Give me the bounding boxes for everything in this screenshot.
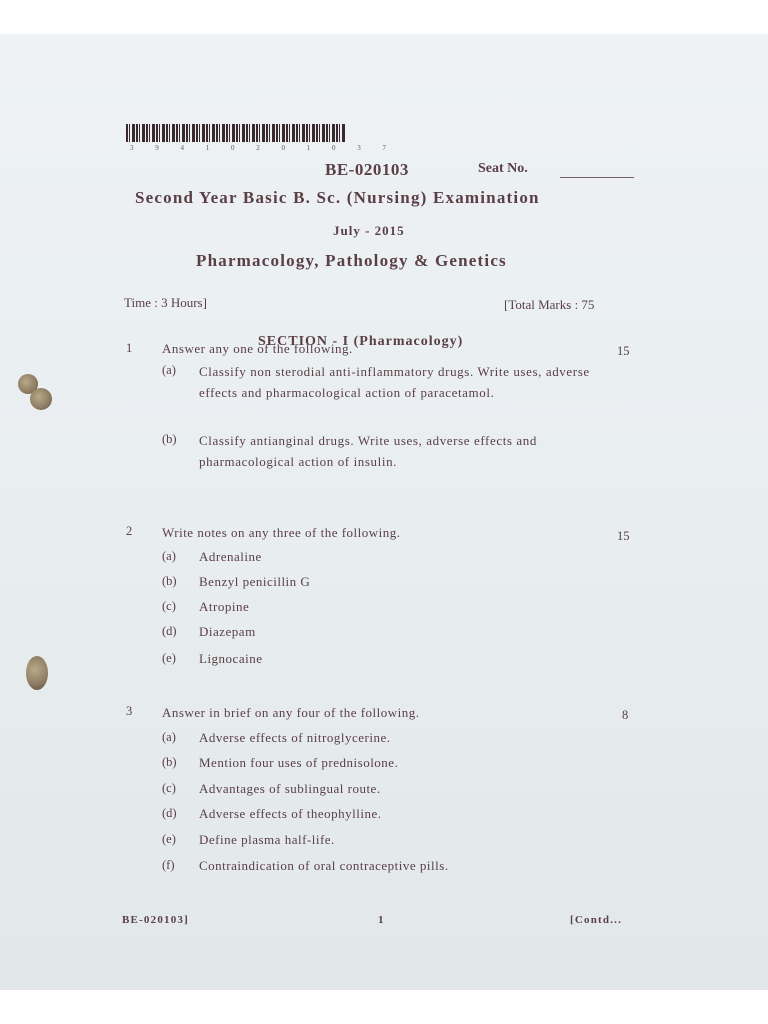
question-3-option-c-label: (c)	[162, 781, 176, 795]
question-2-option-a-label: (a)	[162, 549, 176, 563]
question-3-option-a-label: (a)	[162, 730, 176, 744]
question-1-option-b-text: Classify antianginal drugs. Write uses, adverse effects and pharmacological action of insulin.	[199, 433, 538, 469]
question-1-number: 1	[126, 341, 133, 355]
question-3-option-f-label: (f)	[162, 858, 175, 872]
barcode-digits: 3 9 4 1 0 2 0 1 0 3 7	[130, 144, 396, 152]
question-2-option-a-text: Adrenaline	[199, 549, 262, 564]
question-2-option-c-label: (c)	[162, 599, 176, 613]
question-2-number: 2	[126, 524, 133, 538]
barcode-image	[126, 124, 346, 142]
question-3-marks: 8	[622, 708, 629, 722]
seat-number-blank	[560, 177, 634, 178]
question-3-option-c-text: Advantages of sublingual route.	[199, 781, 381, 796]
exam-session: July - 2015	[333, 223, 405, 238]
question-1-option-a-label: (a)	[162, 363, 176, 377]
punch-hole-bottom	[26, 656, 48, 690]
exam-title: Second Year Basic B. Sc. (Nursing) Examination	[135, 188, 540, 207]
subject-title: Pharmacology, Pathology & Genetics	[196, 251, 507, 270]
exam-paper-sheet	[0, 34, 768, 990]
footer-continued: [Contd...	[570, 914, 623, 926]
time-allowed: Time : 3 Hours]	[124, 295, 207, 310]
paper-code: BE-020103	[325, 160, 409, 179]
question-2-option-e-text: Lignocaine	[199, 651, 263, 666]
question-2-option-e-label: (e)	[162, 651, 176, 665]
question-3-option-a-text: Adverse effects of nitroglycerine.	[199, 730, 391, 745]
question-3-number: 3	[126, 704, 133, 718]
question-1-option-b-label: (b)	[162, 432, 177, 446]
question-2-option-b-text: Benzyl penicillin G	[199, 574, 311, 589]
question-2-option-b-label: (b)	[162, 574, 177, 588]
question-2-text: Write notes on any three of the following.	[162, 525, 401, 540]
question-3-option-b-label: (b)	[162, 755, 177, 769]
footer-paper-code: BE-020103]	[122, 914, 189, 926]
question-3-option-e-label: (e)	[162, 832, 176, 846]
question-3-text: Answer in brief on any four of the following.	[162, 705, 420, 720]
question-3-option-e-text: Define plasma half-life.	[199, 832, 335, 847]
section-heading: SECTION - I (Pharmacology)	[258, 334, 464, 349]
question-3-option-b-text: Mention four uses of prednisolone.	[199, 755, 399, 770]
seat-number-label: Seat No.	[478, 161, 528, 176]
question-2-option-d-text: Diazepam	[199, 624, 256, 639]
question-2-option-c-text: Atropine	[199, 599, 250, 614]
question-1-option-a-text: Classify non sterodial anti-inflammatory drugs. Write uses, adverse effects and pharmacological action of paracetamol.	[199, 364, 590, 400]
question-1-marks: 15	[617, 344, 630, 358]
total-marks: [Total Marks : 75	[504, 297, 595, 312]
question-2-marks: 15	[617, 529, 630, 543]
punch-hole-top-2	[30, 388, 52, 410]
question-1-text: Answer any one of the following.	[162, 341, 353, 356]
footer-page-number: 1	[378, 914, 385, 926]
question-2-option-d-label: (d)	[162, 624, 177, 638]
question-3-option-d-label: (d)	[162, 806, 177, 820]
question-3-option-d-text: Adverse effects of theophylline.	[199, 806, 382, 821]
question-3-option-f-text: Contraindication of oral contraceptive pills.	[199, 858, 449, 873]
